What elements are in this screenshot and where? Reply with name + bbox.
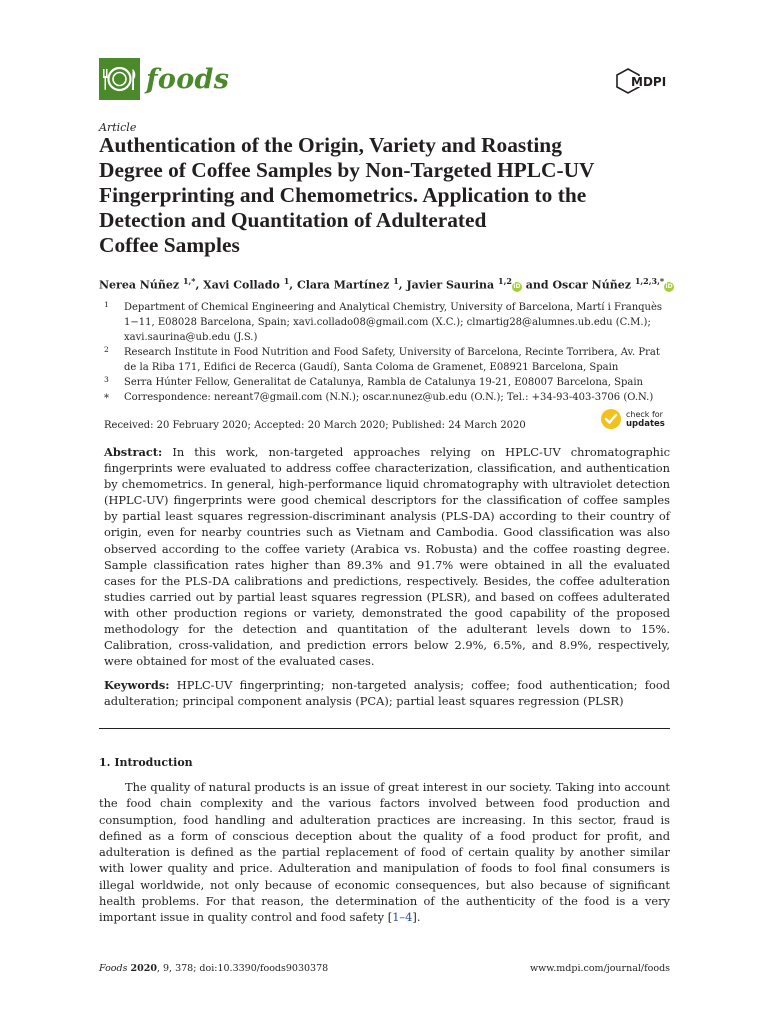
abstract-text: In this work, non-targeted approaches relying on HPLC-UV chromatographic fingerprints were evaluated to address coffee characterization, classification, and authentication by chemometrics. In general, high-performance liquid chromatography with ultraviolet detection (HPLC-UV) fingerprints were good chemical descriptors for the classification of coffee samples by partial least squares regression-discriminant analysis (PLS-DA) according to their country of origin, even for nearby countries such as Vietnam and Cambodia. Good classification was also observed according to the coffee variety (Arabica vs. Robusta) and the coffee roasting degree. Sample classification rates higher than 89.3% and 91.7% were obtained in all the evaluated cases for the PLS-DA calibrations and predictions, respectively. Besides, the coffee adulteration studies carried out by partial least squares regression (PLSR), and based on coffees adulterated with other production regions or variety, demonstrated the good capability of the proposed methodology for the detection and quantitation of the adulterant levels down to 15%. Calibration, cross-validation, and prediction errors below 2.9%, 6.5%, and 8.9%, respectively, were obtained for most of the evaluated cases. [104, 445, 670, 669]
author-list: Nerea Núñez $^{1,*}$, Xavi Collado $^1$, Clara Martínez $^1$, Javier Saurina $^{1,2}$iD and Oscar Núñez $^{1,2,3,*}$iD [99, 276, 673, 292]
introduction-paragraph [99, 779, 670, 926]
section-divider [99, 728, 670, 729]
intro-end: ]. [412, 910, 421, 925]
check-updates-line1: check for [626, 409, 663, 419]
abstract [104, 444, 670, 669]
author-affil-mark: 1 [283, 276, 290, 286]
check-updates-icon [600, 408, 622, 430]
orcid-icon[interactable]: iD [665, 282, 673, 290]
footer-year: 2020 [130, 963, 157, 974]
footer-url[interactable]: www.mdpi.com/journal/foods [530, 963, 671, 974]
author-name[interactable]: Nerea Núñez [99, 278, 180, 292]
publisher-name: MDPI [631, 75, 667, 89]
footer-citation [99, 963, 328, 974]
journal-logo[interactable] [99, 58, 229, 100]
check-for-updates-badge[interactable] [600, 408, 665, 430]
keywords-label: Keywords: [104, 678, 170, 692]
abstract-label: Abstract: [104, 445, 163, 459]
author-name[interactable]: Oscar Núñez [552, 278, 631, 292]
affiliation [104, 375, 670, 390]
orcid-icon[interactable]: iD [513, 282, 521, 290]
affiliation [104, 300, 670, 345]
author-affil-mark: 1,* [182, 276, 196, 286]
section-heading: 1. Introduction [99, 756, 193, 769]
author-name[interactable]: Javier Saurina [406, 278, 495, 292]
author-name[interactable]: Xavi Collado [203, 278, 280, 292]
author-name[interactable]: Clara Martínez [296, 278, 390, 292]
keywords-text: HPLC-UV fingerprinting; non-targeted analysis; coffee; food authentication; food adulteration; principal component analysis (PCA); partial least squares regression (PLSR) [104, 678, 670, 709]
affiliation-text: Department of Chemical Engineering and Analytical Chemistry, University of Barcelona, Martí i Franquès 1−11, E08028 Barcelona, Spain; xavi.collado08@gmail.com (X.C.); clmartig28@alumnes.ub.edu (C.M.); xavi.saurina@ub.edu (J.S.) [124, 302, 663, 343]
author-affil-mark: 1,2 [498, 276, 512, 286]
author-affil-mark: 1,2,3,* [634, 276, 665, 286]
correspondence [104, 390, 670, 405]
affiliation-text: Research Institute in Food Nutrition and Food Safety, University of Barcelona, Recinte Torribera, Av. Prat de la Riba 171, Edifici de Recerca (Gaudí), Santa Coloma de Gramenet, E08921 Barcelona, Spain [124, 347, 660, 373]
author-affil-mark: 1 [393, 276, 399, 286]
mdpi-logo[interactable] [612, 66, 670, 100]
publication-dates: Received: 20 February 2020; Accepted: 20 March 2020; Published: 24 March 2020 [104, 420, 526, 431]
affiliation-mark: * [104, 393, 109, 404]
affiliation [104, 345, 670, 375]
affiliations [104, 300, 670, 405]
check-updates-line2: updates [626, 418, 665, 429]
affiliation-text: Serra Húnter Fellow, Generalitat de Catalunya, Rambla de Catalunya 19-21, E08007 Barcelona, Spain [124, 377, 643, 388]
plate-cutlery-icon [99, 58, 140, 100]
author-joiner: and [525, 278, 549, 292]
affiliation-mark: 2 [104, 345, 109, 354]
keywords [104, 677, 670, 709]
correspondence-text: Correspondence: nereant7@gmail.com (N.N.); oscar.nunez@ub.edu (O.N.); Tel.: +34-93-403-3706 (O.N.) [124, 392, 654, 403]
article-type: Article [99, 121, 137, 134]
title-line: Fingerprinting and Chemometrics. Application to the [99, 183, 587, 207]
intro-text: The quality of natural products is an issue of great interest in our society. Taking into account the food chain complexity and the various factors involved between food production and consumption, food handling and adulteration practices are increasing. In this sector, fraud is defined as a form of conscious deception about the quality of a food product for profit, and adulteration is defined as the partial replacement of food of certain quality by another similar with lower quality and price. Adulteration and manipulation of foods to fool final consumers is illegal worldwide, not only because of economic consequences, but also because of significant health problems. For that reason, the determination of the authenticity of the food is a very important issue in quality control and food safety [ [99, 780, 670, 925]
footer-doi[interactable]: , 9, 378; doi:10.3390/foods9030378 [156, 963, 329, 974]
title-line: Degree of Coffee Samples by Non-Targeted HPLC-UV [99, 158, 595, 182]
title-line: Coffee Samples [99, 233, 240, 257]
citation-link[interactable]: 1–4 [392, 910, 413, 925]
footer-journal: Foods [99, 963, 128, 974]
affiliation-mark: 3 [104, 375, 109, 384]
title-line: Detection and Quantitation of Adulterated [99, 208, 487, 232]
title-line: Authentication of the Origin, Variety and Roasting [99, 133, 562, 157]
article-title [99, 133, 689, 258]
journal-name: foods [146, 63, 230, 95]
affiliation-mark: 1 [104, 300, 109, 309]
